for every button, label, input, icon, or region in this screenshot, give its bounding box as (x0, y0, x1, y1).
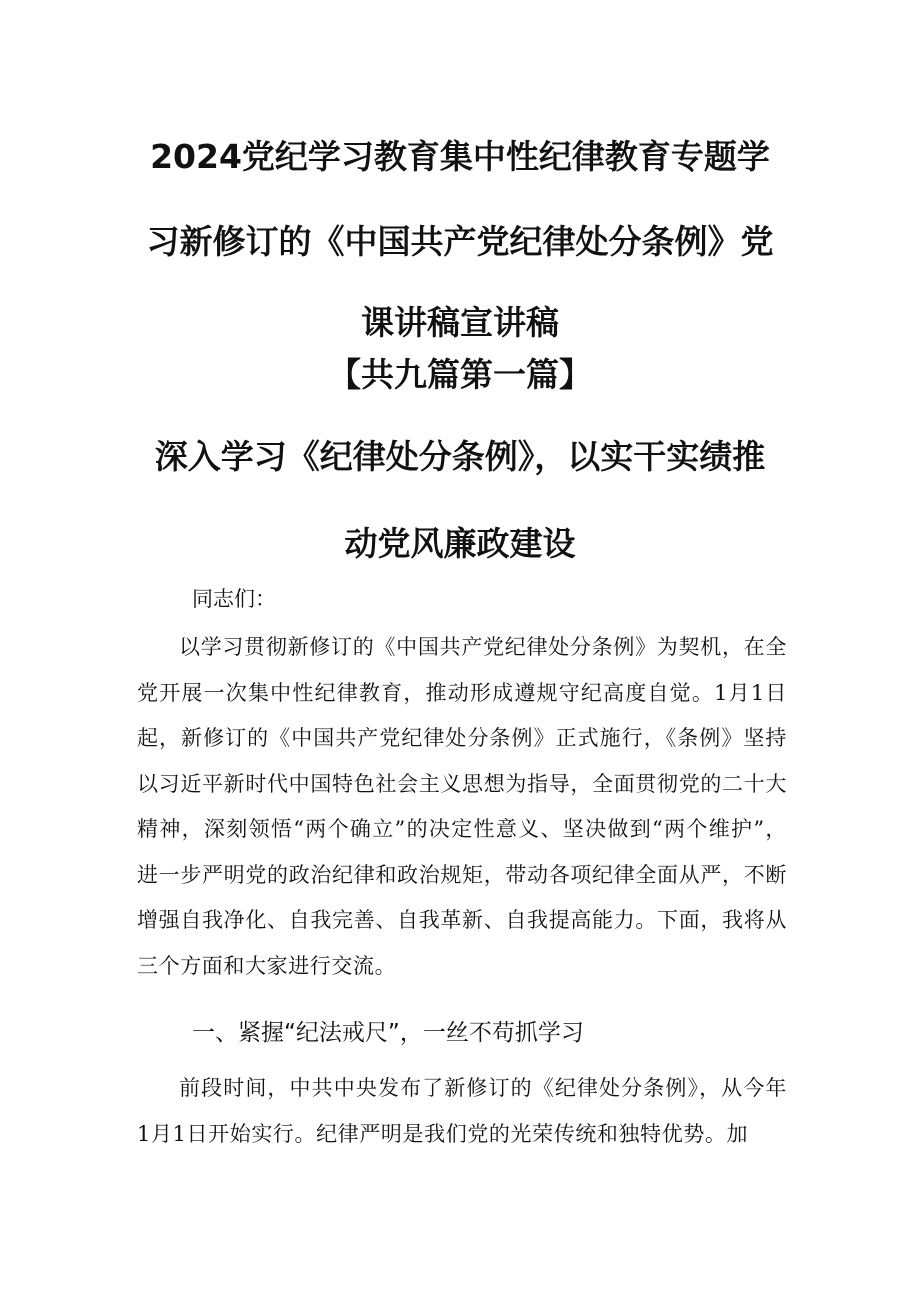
title-line-1: 2024党纪学习教育集中性纪律教育专题学 (150, 137, 770, 176)
subtitle-line-1: 深入学习《纪律处分条例》，以实干实绩推 (154, 437, 766, 476)
salutation: 同志们： (192, 587, 276, 611)
title-line-3: 课讲稿宣讲稿 (361, 303, 559, 342)
series-label: 【共九篇第一篇】 (328, 355, 592, 394)
body-paragraph-1: 以学习贯彻新修订的《中国共产党纪律处分条例》为契机，在全党开展一次集中性纪律教育，推动形成遵规守纪高度自觉。1月1日起，新修订的《中国共产党纪律处分条例》正式施行，《条例》坚持以习近平新时代中国特色社会主义思想为指导，全面贯彻党的二十大精神，深刻领悟“两个确立”的决定性意义、坚决做到“两个维护”，进一步严明党的政治纪律和政治规矩，带动各项纪律全面从严，不断增强自我净化、自我完善、自我革新、自我提高能力。下面，我将从三个方面和大家进行交流。 (137, 635, 787, 978)
title-line-2: 习新修订的《中国共产党纪律处分条例》党 (146, 222, 774, 261)
section-heading-1: 一、紧握“纪法戒尺”，一丝不苟抓学习 (192, 1020, 584, 1046)
subtitle-line-2: 动党风廉政建设 (344, 524, 576, 563)
body-paragraph-2: 前段时间，中共中央发布了新修订的《纪律处分条例》，从今年1月1日开始实行。纪律严明是我们党的光荣传统和独特优势。加 (137, 1076, 787, 1146)
